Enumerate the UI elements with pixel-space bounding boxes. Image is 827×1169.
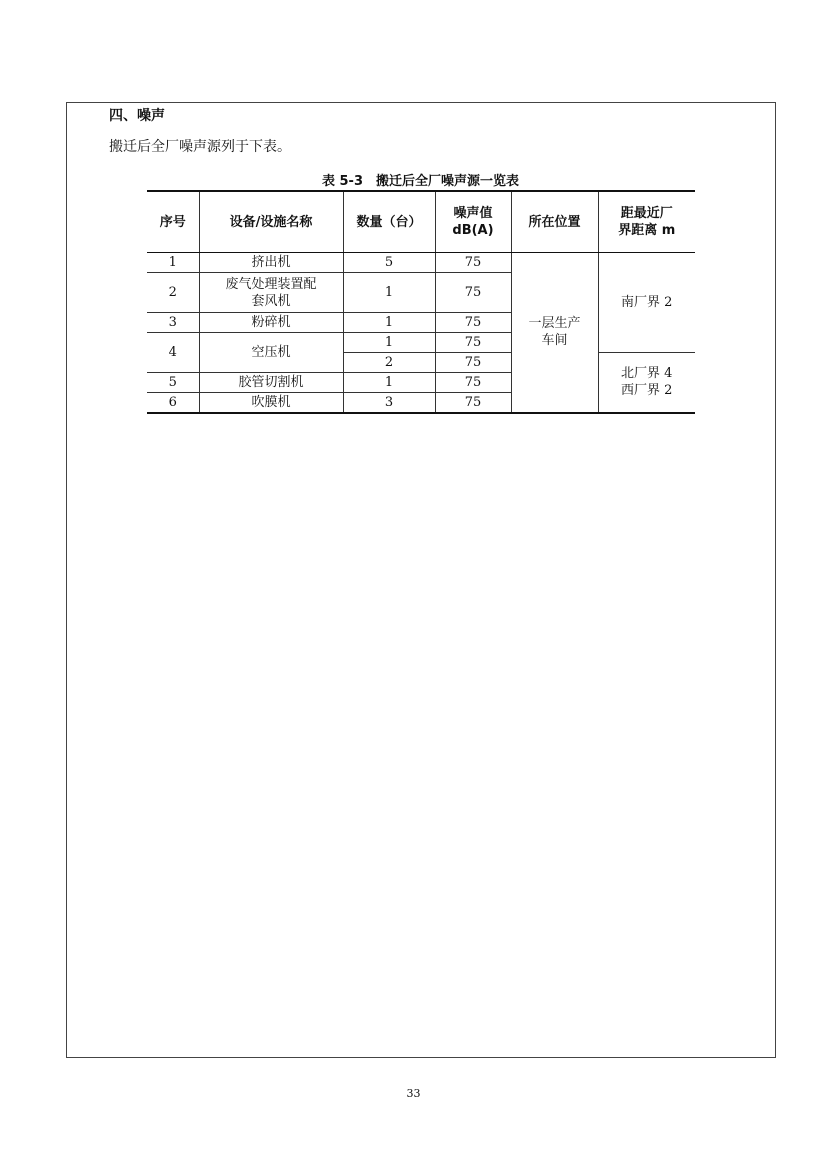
cell-distance-south: 南厂界 2 xyxy=(598,253,695,353)
cell-name xyxy=(199,273,343,313)
cell-noise: 75 xyxy=(435,373,511,393)
distance-north: 北厂界 4 xyxy=(621,366,673,382)
header-no: 序号 xyxy=(147,191,199,253)
cell-name: 粉碎机 xyxy=(199,313,343,333)
cell-location xyxy=(511,253,598,413)
cell-noise: 75 xyxy=(435,273,511,313)
table-row xyxy=(147,253,695,273)
header-noise-line2: dB(A) xyxy=(452,223,494,238)
cell-name: 挤出机 xyxy=(199,253,343,273)
header-distance xyxy=(598,191,695,253)
cell-noise: 75 xyxy=(435,393,511,413)
cell-no: 4 xyxy=(147,333,199,373)
cell-qty: 3 xyxy=(343,393,435,413)
cell-name-line2: 套风机 xyxy=(251,293,291,309)
header-noise-line1: 噪声值 xyxy=(453,206,493,221)
header-distance-line2: 界距离 m xyxy=(618,223,676,238)
page-number: 33 xyxy=(406,1087,421,1100)
location-line2: 车间 xyxy=(541,333,568,349)
cell-name: 吹膜机 xyxy=(199,393,343,413)
table-caption: 表 5-3 搬迁后全厂噪声源一览表 xyxy=(321,174,519,189)
cell-qty: 1 xyxy=(343,273,435,313)
cell-no: 6 xyxy=(147,393,199,413)
header-name: 设备/设施名称 xyxy=(199,191,343,253)
cell-no: 2 xyxy=(147,273,199,313)
cell-no: 5 xyxy=(147,373,199,393)
cell-name: 胶管切割机 xyxy=(199,373,343,393)
cell-noise: 75 xyxy=(435,333,511,353)
cell-distance-north-west xyxy=(598,353,695,413)
table-header-row xyxy=(147,191,695,253)
header-distance-line1: 距最近厂 xyxy=(620,206,673,221)
header-noise xyxy=(435,191,511,253)
cell-name-line1: 废气处理装置配 xyxy=(225,276,317,292)
cell-qty: 5 xyxy=(343,253,435,273)
location-line1: 一层生产 xyxy=(528,316,581,332)
intro-text: 搬迁后全厂噪声源列于下表。 xyxy=(109,139,291,155)
header-qty: 数量（台） xyxy=(343,191,435,253)
header-location: 所在位置 xyxy=(511,191,598,253)
cell-noise: 75 xyxy=(435,253,511,273)
cell-noise: 75 xyxy=(435,313,511,333)
cell-no: 3 xyxy=(147,313,199,333)
distance-west: 西厂界 2 xyxy=(621,383,673,399)
cell-qty: 2 xyxy=(343,353,435,373)
cell-qty: 1 xyxy=(343,333,435,353)
cell-no: 1 xyxy=(147,253,199,273)
cell-qty: 1 xyxy=(343,373,435,393)
cell-noise: 75 xyxy=(435,353,511,373)
cell-qty: 1 xyxy=(343,313,435,333)
cell-name: 空压机 xyxy=(199,333,343,373)
noise-source-table xyxy=(147,190,695,414)
section-heading: 四、噪声 xyxy=(109,108,165,124)
page-frame xyxy=(66,102,776,1058)
